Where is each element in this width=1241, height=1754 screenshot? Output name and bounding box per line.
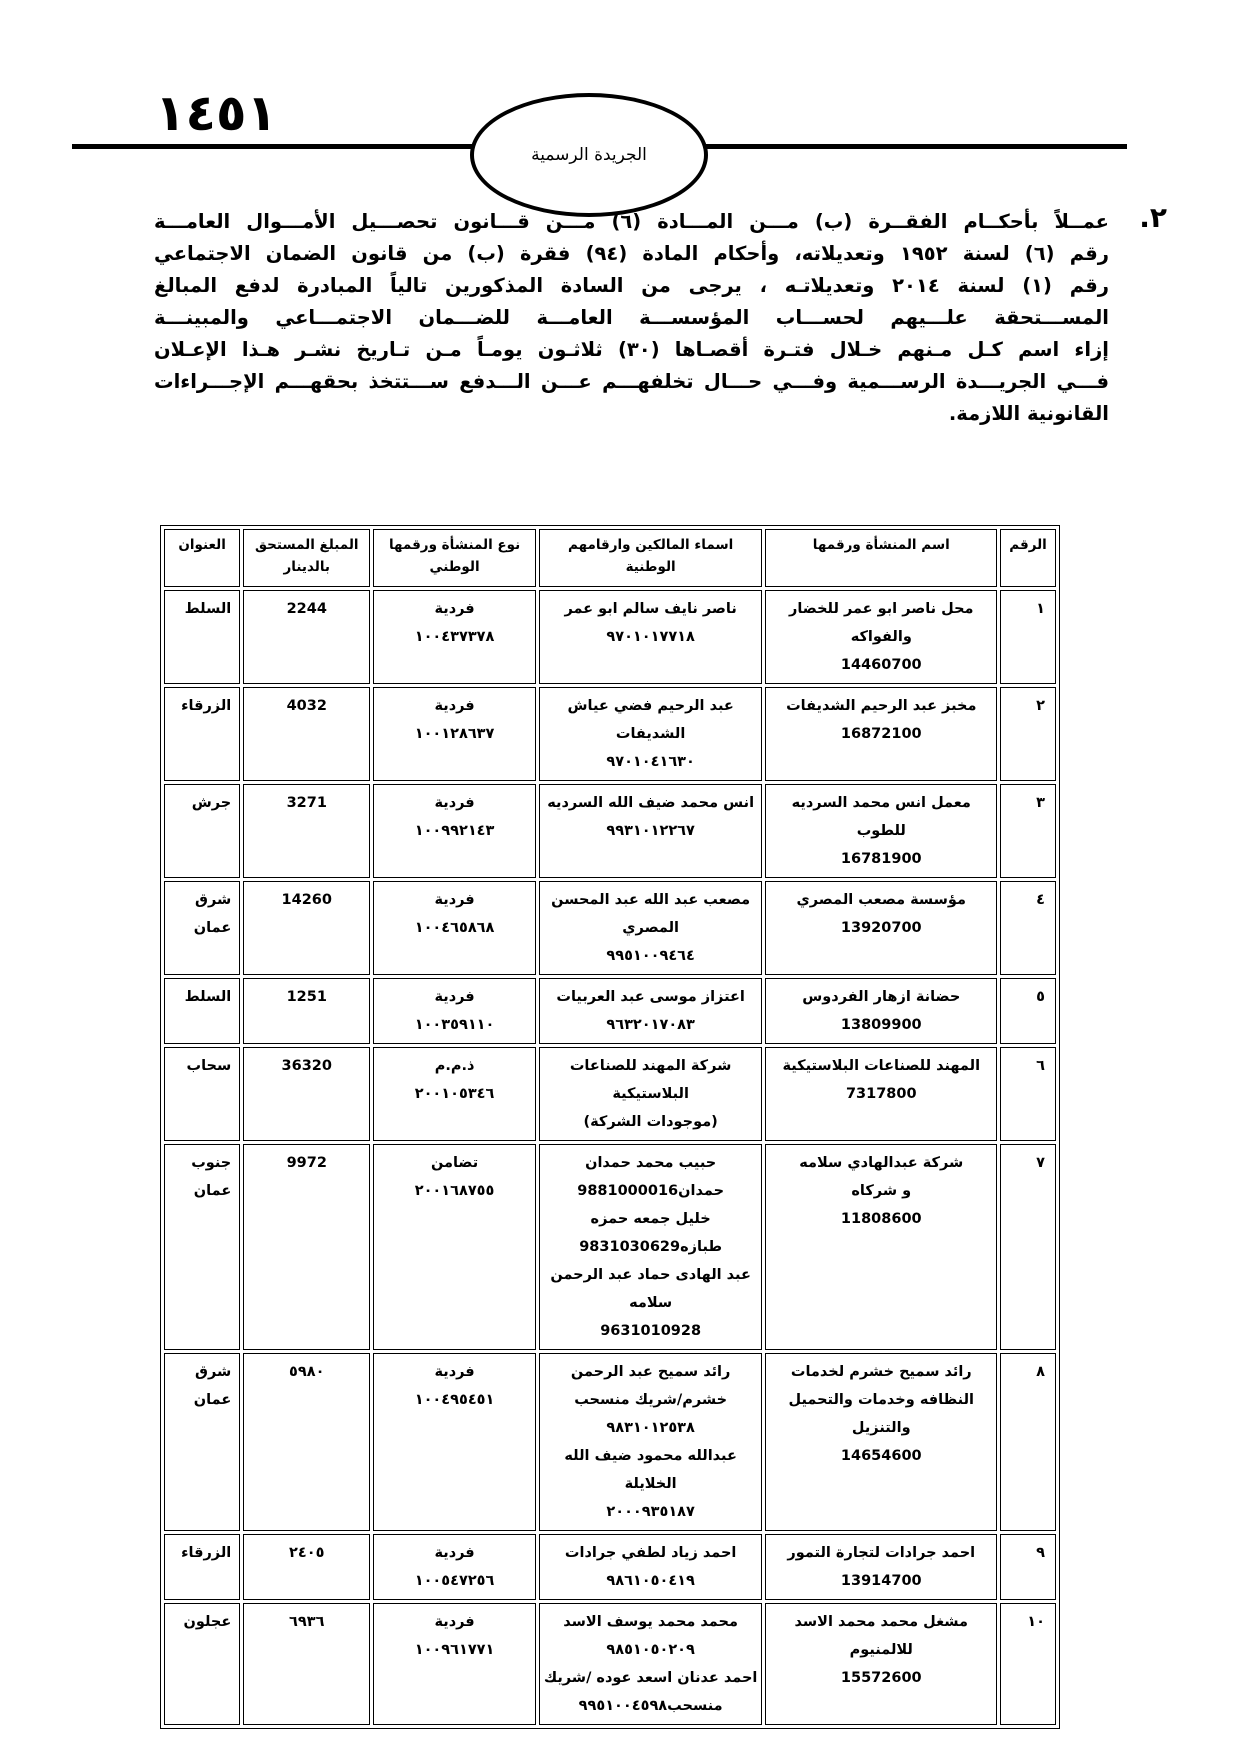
cell-line: شرق (195, 892, 232, 908)
cell-line: البلاستيكية (612, 1086, 689, 1102)
cell-line: احمد عدنان اسعد عوده /شريك (543, 1670, 758, 1686)
table-row (164, 1047, 1056, 1141)
cell-num: ٥ (1000, 978, 1056, 1044)
cell-line: المصري (622, 920, 679, 936)
paragraph-number: ٢. (1139, 201, 1167, 234)
cell-establishment-type (373, 590, 536, 684)
cell-line: الزرقاء (181, 1545, 232, 1561)
cell-establishment-type (373, 1144, 536, 1350)
cell-line: سحاب (186, 1058, 232, 1074)
cell-address (164, 881, 240, 975)
cell-line: طبازه9831030629 (579, 1239, 723, 1255)
cell-num: ٢ (1000, 687, 1056, 781)
cell-line: مؤسسة مصعب المصري (796, 892, 967, 908)
gazette-title: الجريدة الرسمية (531, 145, 647, 165)
cell-line: انس محمد ضيف الله السرديه (547, 795, 755, 811)
cell-line: ١٠٠٤٣٧٣٧٨ (414, 629, 495, 645)
cell-num: ٣ (1000, 784, 1056, 878)
cell-line: احمد زياد لطفي جرادات (564, 1545, 737, 1561)
cell-line: اعتزاز موسى عبد العربيات (556, 989, 745, 1005)
cell-line: للالمنيوم (849, 1642, 913, 1658)
cell-line: ٩٨٣١٠١٢٥٣٨ (606, 1420, 695, 1436)
cell-line: 16781900 (840, 851, 922, 867)
header-establishment-type: نوع المنشأة ورقمها الوطني (373, 529, 536, 587)
cell-num: ٧ (1000, 1144, 1056, 1350)
cell-line: فردية (434, 892, 475, 908)
table-row (164, 1534, 1056, 1600)
cell-line: للطوب (856, 823, 906, 839)
cell-establishment-type (373, 784, 536, 878)
cell-address (164, 1144, 240, 1350)
cell-line: معمل انس محمد السرديه (791, 795, 971, 811)
cell-line: ٩٨٥١٠٥٠٢٠٩ (606, 1642, 695, 1658)
cell-establishment-name (765, 590, 997, 684)
cell-amount: ٦٩٣٦ (243, 1603, 370, 1725)
cell-line: فردية (434, 1614, 475, 1630)
cell-owners (539, 784, 763, 878)
cell-line: ٢٠٠٠٩٣٥١٨٧ (606, 1504, 695, 1520)
cell-line: عبدالله محمود ضيف الله (564, 1448, 737, 1464)
cell-owners (539, 1603, 763, 1725)
cell-line: الزرقاء (181, 698, 232, 714)
cell-line: فردية (434, 1545, 475, 1561)
cell-line: فردية (434, 989, 475, 1005)
cell-line: 13809900 (840, 1017, 922, 1033)
cell-line: ذ.م.م (434, 1058, 475, 1074)
cell-line: عجلون (183, 1614, 232, 1630)
paragraph-line: المســـتحقة علـــيهم لحســـاب المؤسســـة العامـــة للضـــمان الاجتمـــاعي والمبينـــة (154, 306, 1109, 329)
cell-line: سلامه (629, 1295, 673, 1311)
header-owners: اسماء المالكين وارقامهم الوطنية (539, 529, 763, 587)
cell-line: عبد الرحيم فضي عياش (567, 698, 734, 714)
paragraph-line: عمــلاً بأحكــام الفقــرة (ب) مـــن المـــادة (٦) مـــن قـــانون تحصـــيل الأمـــوال العامـــة (154, 210, 1110, 233)
cell-line: ١٠٠٥٤٧٢٥٦ (414, 1573, 495, 1589)
cell-establishment-name (765, 1353, 997, 1531)
cell-address (164, 1047, 240, 1141)
cell-line: تضامن (430, 1155, 479, 1171)
cell-line: شرق (195, 1364, 232, 1380)
cell-establishment-type (373, 1603, 536, 1725)
cell-line: ٢٠٠١٠٥٣٤٦ (414, 1086, 495, 1102)
cell-line: محل ناصر ابو عمر للخضار (789, 601, 974, 617)
cell-line: ٩٩٣١٠١٢٢٦٧ (606, 823, 695, 839)
cell-line: عمان (193, 920, 232, 936)
cell-amount: 9972 (243, 1144, 370, 1350)
cell-line: ١٠٠٣٥٩١١٠ (414, 1017, 495, 1033)
cell-line: حمدان9881000016 (577, 1183, 725, 1199)
cell-num: ٦ (1000, 1047, 1056, 1141)
cell-num: ٤ (1000, 881, 1056, 975)
cell-line: رائد سميح خشرم لخدمات (790, 1364, 972, 1380)
cell-amount: ٥٩٨٠ (243, 1353, 370, 1531)
cell-address (164, 687, 240, 781)
cell-line: فردية (434, 601, 475, 617)
cell-line: المهند للصناعات البلاستيكية (782, 1058, 981, 1074)
cell-line: ١٠٠١٢٨٦٣٧ (414, 726, 495, 742)
cell-line: 9631010928 (600, 1323, 702, 1339)
cell-line: فردية (434, 698, 475, 714)
cell-owners (539, 1144, 763, 1350)
table-row (164, 1603, 1056, 1725)
table-row (164, 978, 1056, 1044)
cell-line: ناصر نايف سالم ابو عمر (564, 601, 737, 617)
notice-paragraph (154, 201, 1167, 430)
cell-establishment-type (373, 1047, 536, 1141)
cell-line: والتنزيل (851, 1420, 911, 1436)
cell-line: ١٠٠٩٦١٧٧١ (414, 1642, 495, 1658)
cell-line: جرش (191, 795, 232, 811)
cell-line: 15572600 (840, 1670, 922, 1686)
cell-line: فردية (434, 1364, 475, 1380)
cell-owners (539, 590, 763, 684)
cell-line: 13914700 (840, 1573, 922, 1589)
cell-establishment-name (765, 1047, 997, 1141)
cell-establishment-name (765, 687, 997, 781)
cell-owners (539, 687, 763, 781)
header-amount: المبلغ المستحق بالدينار (243, 529, 370, 587)
cell-address (164, 1534, 240, 1600)
cell-line: ٢٠٠١٦٨٧٥٥ (414, 1183, 495, 1199)
header-num: الرقم (1000, 529, 1056, 587)
cell-amount: 1251 (243, 978, 370, 1044)
cell-establishment-name (765, 1144, 997, 1350)
cell-owners (539, 1047, 763, 1141)
header-address: العنوان (164, 529, 240, 587)
cell-establishment-type (373, 1353, 536, 1531)
table-row (164, 590, 1056, 684)
cell-line: مشغل محمد محمد الاسد (794, 1614, 968, 1630)
cell-num: ٩ (1000, 1534, 1056, 1600)
cell-line: ٩٩٥١٠٠٩٤٦٤ (606, 948, 695, 964)
cell-amount: ٢٤٠٥ (243, 1534, 370, 1600)
cell-address (164, 590, 240, 684)
cell-establishment-type (373, 978, 536, 1044)
cell-line: و شركاه (851, 1183, 912, 1199)
paragraph-line: رقم (٦) لسنة ١٩٥٢ وتعديلاته، وأحكام المادة (٩٤) فقرة (ب) من قانون الضمان الاجتماعي (154, 242, 1109, 265)
cell-line: رائد سميح عبد الرحمن (570, 1364, 731, 1380)
cell-line: الشديفات (615, 726, 686, 742)
cell-line: شركة عبدالهادي سلامه (799, 1155, 964, 1171)
cell-line: ٩٨٦١٠٥٠٤١٩ (606, 1573, 695, 1589)
cell-establishment-type (373, 881, 536, 975)
cell-line: ١٠٠٩٩٢١٤٣ (414, 823, 495, 839)
cell-line: النظافه وخدمات والتحميل (788, 1392, 975, 1408)
cell-owners (539, 978, 763, 1044)
cell-line: عمان (193, 1392, 232, 1408)
paragraph-line: فـــي الجريـــدة الرســـمية وفـــي حـــال تخلفهـــم عـــن الـــدفع ســـتتخذ بحقهـــم الإجـــراءات (154, 370, 1109, 393)
cell-line: السلط (184, 989, 232, 1005)
paragraph-line: القانونية اللازمة. (948, 402, 1109, 425)
cell-establishment-name (765, 1534, 997, 1600)
cell-address (164, 1603, 240, 1725)
cell-line: 14654600 (840, 1448, 922, 1464)
cell-line: عبد الهادى حماد عبد الرحمن (550, 1267, 751, 1283)
cell-line: مصعب عبد الله عبد المحسن (551, 892, 751, 908)
cell-address (164, 784, 240, 878)
cell-amount: 4032 (243, 687, 370, 781)
cell-line: 16872100 (840, 726, 922, 742)
cell-line: جنوب (191, 1155, 232, 1171)
cell-amount: 14260 (243, 881, 370, 975)
cell-line: فردية (434, 795, 475, 811)
cell-line: ٩٧٠١٠١٧٧١٨ (606, 629, 695, 645)
page-number: ١٤٥١ (155, 84, 278, 142)
cell-line: احمد جرادات لتجارة التمور (787, 1545, 976, 1561)
table-row (164, 784, 1056, 878)
debtors-table-wrapper (160, 525, 1060, 1729)
cell-line: (موجودات الشركة) (583, 1114, 718, 1130)
cell-line: ١٠٠٤٦٥٨٦٨ (414, 920, 495, 936)
table-header-row (164, 529, 1056, 587)
cell-line: عمان (193, 1183, 232, 1199)
header-establishment-name: اسم المنشأة ورقمها (765, 529, 997, 587)
cell-address (164, 1353, 240, 1531)
cell-amount: 2244 (243, 590, 370, 684)
cell-num: ١ (1000, 590, 1056, 684)
cell-amount: 3271 (243, 784, 370, 878)
cell-establishment-type (373, 687, 536, 781)
cell-line: ٩٧٠١٠٤١٦٣٠ (606, 754, 695, 770)
table-row (164, 1353, 1056, 1531)
cell-line: ٩٦٣٢٠١٧٠٨٣ (606, 1017, 695, 1033)
table-row (164, 881, 1056, 975)
cell-owners (539, 881, 763, 975)
cell-line: السلط (184, 601, 232, 617)
paragraph-line: رقم (١) لسنة ٢٠١٤ وتعديلاتـه ، يرجى من السادة المذكورين تالياً المبادرة لدفع المبالغ (154, 274, 1109, 297)
cell-line: والفواكه (850, 629, 912, 645)
cell-establishment-name (765, 1603, 997, 1725)
cell-line: محمد محمد يوسف الاسد (563, 1614, 738, 1630)
cell-num: ٨ (1000, 1353, 1056, 1531)
cell-line: منسحب٩٩٥١٠٠٤٥٩٨ (578, 1698, 723, 1714)
cell-line: الخلايلة (624, 1476, 677, 1492)
cell-establishment-type (373, 1534, 536, 1600)
cell-line: ١٠٠٤٩٥٤٥١ (414, 1392, 495, 1408)
cell-owners (539, 1353, 763, 1531)
paragraph-line: إزاء اسم كـل مـنهم خـلال فتـرة أقصـاها (٣٠) ثلاثـون يومـاً مـن تـاريخ نشـر هـذا الإعـلان (154, 338, 1109, 361)
cell-num: ١٠ (1000, 1603, 1056, 1725)
cell-line: 7317800 (845, 1086, 917, 1102)
cell-line: 11808600 (840, 1211, 922, 1227)
cell-line: مخبز عبد الرحيم الشديفات (786, 698, 977, 714)
cell-line: شركة المهند للصناعات (569, 1058, 732, 1074)
cell-address (164, 978, 240, 1044)
cell-establishment-name (765, 881, 997, 975)
table-row (164, 1144, 1056, 1350)
cell-establishment-name (765, 978, 997, 1044)
table-row (164, 687, 1056, 781)
cell-line: 14460700 (840, 657, 922, 673)
cell-line: حبيب محمد حمدان (585, 1155, 717, 1171)
cell-line: خليل جمعه حمزه (590, 1211, 711, 1227)
cell-line: خشرم/شريك منسحب (574, 1392, 728, 1408)
cell-line: 13920700 (840, 920, 922, 936)
debtors-table (160, 525, 1060, 1729)
cell-owners (539, 1534, 763, 1600)
cell-line: حضانة ازهار الفردوس (802, 989, 961, 1005)
cell-establishment-name (765, 784, 997, 878)
cell-amount: 36320 (243, 1047, 370, 1141)
gazette-title-oval (470, 93, 708, 217)
